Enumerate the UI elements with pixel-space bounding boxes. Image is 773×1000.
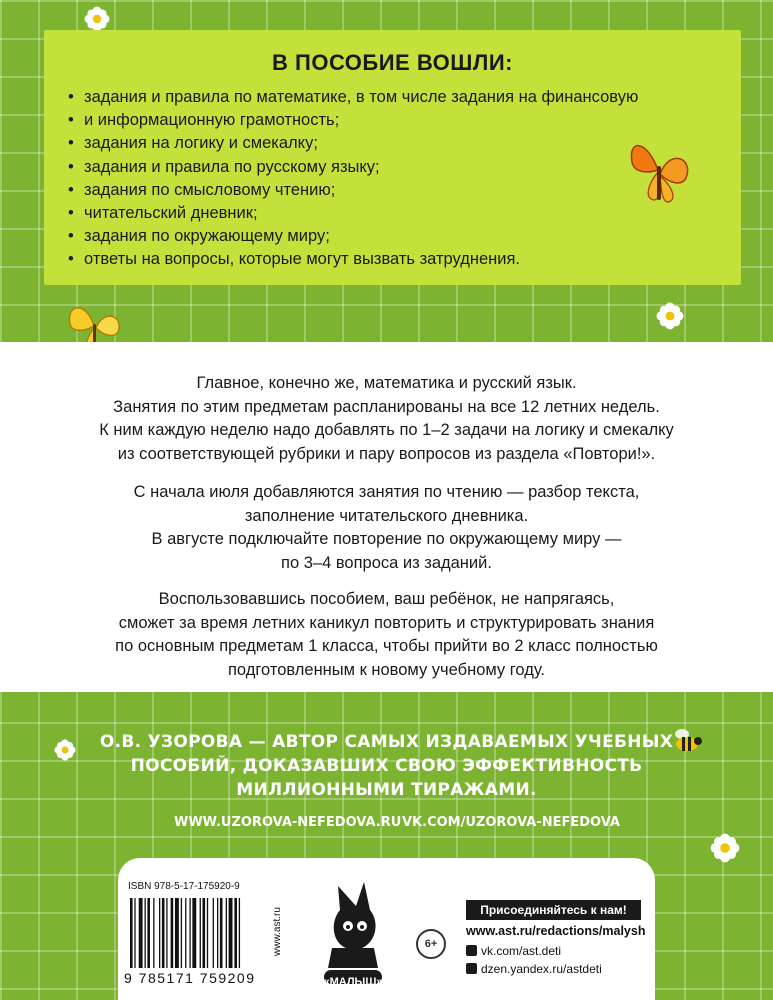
list-item: • задания и правила по русскому языку; xyxy=(64,156,744,179)
publisher-url[interactable]: www.ast.ru/redactions/malysh xyxy=(466,924,646,938)
contents-title: В ПОСОБИЕ ВОШЛИ: xyxy=(272,50,513,75)
barcode-digits: 9 785171 759209 xyxy=(124,970,256,986)
text-line: Воспользовавшись пособием, ваш ребёнок, не напрягаясь, xyxy=(158,590,615,608)
join-banner: Присоединяйтесь к нам! xyxy=(466,900,641,920)
text-line: подготовленным к новому учебному году. xyxy=(227,660,546,679)
text-line: Главное, конечно же, математика и русский язык. xyxy=(196,374,577,392)
list-item: • задания на логику и смекалку; xyxy=(64,132,744,155)
author-statement: О.В. УЗОРОВА — АВТОР САМЫХ ИЗДАВАЕМЫХ УЧЕБНЫХ ПОСОБИЙ, ДОКАЗАВШИХ СВОЮ ЭФФЕКТИВНОСТЬ МИЛЛИОННЫМИ ТИРАЖАМИ. xyxy=(99,732,674,800)
site-link[interactable]: WWW.UZOROVA-NEFEDOVA.RU xyxy=(174,815,402,830)
description-paragraph xyxy=(0,481,773,575)
barcode xyxy=(128,898,278,968)
text-line: С начала июля добавляются занятия по чтению — разбор текста, xyxy=(133,483,640,501)
dzen-social[interactable] xyxy=(466,962,602,976)
text-line: Занятия по этим предметам распланированы на все 12 летних недель. xyxy=(113,397,660,416)
list-item: • и информационную грамотность; xyxy=(64,109,744,132)
daisy-icon xyxy=(656,302,684,330)
vk-text: vk.com/ast.deti xyxy=(481,944,562,958)
vk-icon xyxy=(466,945,477,956)
daisy-icon xyxy=(84,6,110,32)
vk-social[interactable] xyxy=(466,944,561,958)
logo-text: «МАЛЫШ» xyxy=(323,976,383,988)
daisy-icon xyxy=(710,833,740,863)
list-item: • ответы на вопросы, которые могут вызвать затруднения. xyxy=(64,248,744,271)
list-item: • задания по окружающему миру; xyxy=(64,225,744,248)
butterfly-icon xyxy=(624,134,696,208)
text-line: по основным предметам 1 класса, чтобы прийти во 2 класс полностью xyxy=(115,637,658,655)
age-rating: 6+ xyxy=(416,929,446,959)
text-line: по 3–4 вопроса из заданий. xyxy=(281,553,492,572)
isbn: ISBN 978-5-17-175920-9 xyxy=(128,881,240,892)
dzen-text: dzen.yandex.ru/astdeti xyxy=(481,962,602,976)
text-line: К ним каждую неделю надо добавлять по 1–2 задачи на логику и смекалку xyxy=(99,421,674,439)
publisher-panel xyxy=(118,858,655,1000)
list-item: • задания и правила по математике, в том числе задания на финансовую xyxy=(64,86,744,109)
text-line: сможет за время летних каникул повторить и структурировать знания xyxy=(118,613,655,632)
text-line: из соответствующей рубрики и пару вопросов из раздела «Повтори!». xyxy=(117,444,656,463)
text-line: заполнение читательского дневника. xyxy=(244,506,529,525)
description-paragraph xyxy=(0,372,773,466)
dzen-icon xyxy=(466,963,477,974)
vk-link[interactable]: VK.COM/UZOROVA-NEFEDOVA xyxy=(402,815,620,830)
list-item: • читательский дневник; xyxy=(64,202,744,225)
description-paragraph xyxy=(0,588,773,682)
ast-site: www.ast.ru xyxy=(272,907,283,956)
list-item: • задания по смысловому чтению; xyxy=(64,179,744,202)
text-line: В августе подключайте повторение по окружающему миру — xyxy=(151,530,622,548)
